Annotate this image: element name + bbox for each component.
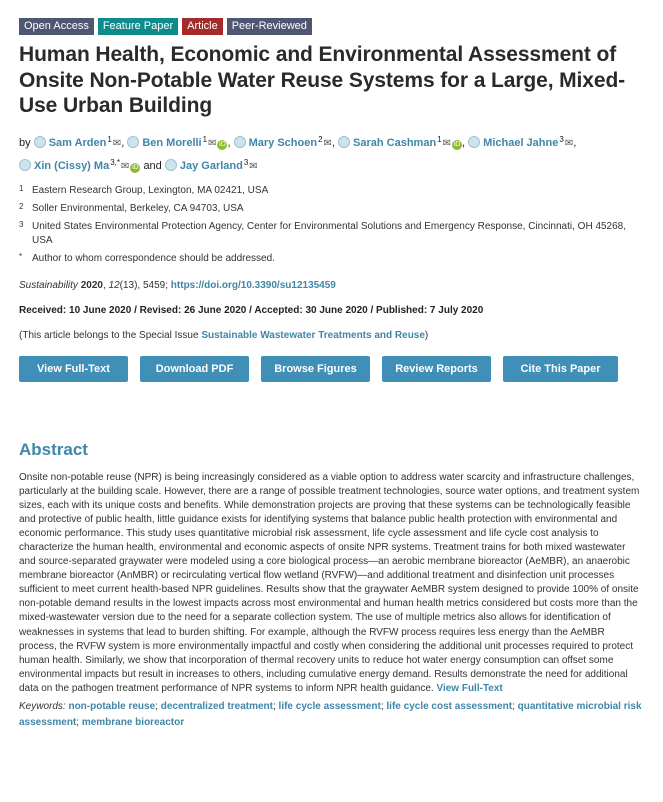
orcid-icon[interactable]: iD — [219, 140, 226, 148]
article-title: Human Health, Economic and Environmental Assessment of Onsite Non-Potable Water Reuse Systems for a Large, Mixed-Use Urban Building — [19, 43, 626, 117]
author-name[interactable]: Jay Garland — [179, 159, 243, 172]
envelope-icon[interactable]: ✉ — [208, 137, 217, 149]
author-affil-sup: 1 — [437, 134, 442, 144]
journal-name: Sustainability — [19, 279, 78, 291]
envelope-icon[interactable]: ✉ — [249, 160, 258, 172]
author-item: Mary Schoen$^2$✉, — [234, 137, 335, 149]
publication-dates: Received: 10 June 2020 / Revised: 26 June 2020 / Accepted: 30 June 2020 / Published: 7 July 2020 — [19, 304, 484, 316]
author-name[interactable]: Michael Jahne — [483, 136, 559, 149]
affiliation-item — [19, 202, 644, 216]
special-issue-link[interactable]: Sustainable Wastewater Treatments and Reuse — [201, 329, 425, 341]
keyword-link[interactable]: membrane bioreactor — [81, 717, 185, 728]
action-buttons — [19, 356, 644, 382]
badge-row — [19, 18, 644, 35]
citation-year: 2020 — [80, 279, 103, 291]
author-item: Ben Morelli$^1$✉ iD , — [127, 137, 230, 149]
abstract-body — [19, 471, 644, 697]
badge-article[interactable]: Article — [182, 18, 223, 35]
citation-volume: 12 — [108, 279, 120, 291]
author-avatar-icon — [468, 136, 480, 148]
author-item: Sarah Cashman$^1$✉ iD , — [338, 137, 465, 149]
review-reports-button[interactable]: Review Reports — [382, 356, 491, 382]
browse-figures-button[interactable]: Browse Figures — [261, 356, 370, 382]
affiliation-text: Author to whom correspondence should be addressed. — [32, 252, 275, 264]
author-name[interactable]: Xin (Cissy) Ma — [34, 159, 110, 172]
authors-by-label: by — [19, 136, 31, 149]
author-avatar-icon — [19, 159, 31, 171]
abstract-heading: Abstract — [19, 439, 88, 459]
author-affil-sup: 1 — [107, 134, 112, 144]
special-issue-suffix: ) — [424, 329, 429, 341]
author-name[interactable]: Sarah Cashman — [353, 136, 437, 149]
keywords-label: Keywords: — [19, 701, 66, 712]
author-item — [19, 157, 140, 172]
abstract-text: Onsite non-potable reuse (NPR) is being increasingly considered as a viable option to address water scarcity and infrastructure challenges, particularly at the building scale. However, there are a range of possible treatment technologies, source water options, and treatment system sizes, each with its unique costs and benefits. While demonstration projects are proving that these systems can be technologically feasible and protective of public health, little guidance exists for identifying systems that balance public health protection with environmental and economic performance. This study uses quantitative microbial risk assessment, life cycle assessment and life cycle cost analysis to characterize the human health, environmental and economic aspects of onsite NPR systems. Treatment trains for both mixed wastewater and source-separated graywater were modeled using a core biological process—an aerobic membrane bioreactor (AeMBR), an anaerobic membrane bioreactor (AnMBR) or recirculating vertical flow wetland (RVFW)—and additional treatment and disinfection unit processes sufficient to meet current health-based NPR guidelines. Results show that the graywater AeMBR system designed to provide 100% of onsite non-potable demand results in the lowest impacts across most environmental and human health metrics considered but costs more than the mixed-wastewater version due to the need for a separate collection system. The use of multiple metrics also allows for identification of weaknesses in systems that lead to burden shifting. For example, although the RVFW process requires less energy than the AeMBR process, the RVFW system is more environmentally impactful and costly when considering the additional unit processes required to protect human health. Similarly, we show that incorporation of thermal recovery units to reduce hot water energy consumption can offset some environmental impacts but result in increases to others, including cumulative energy demand. Results demonstrate the need for additional data on the pathogen treatment performance of NPR systems to inform NPR health guidance. — [19, 471, 640, 694]
view-full-text-button[interactable]: View Full-Text — [19, 356, 128, 382]
author-name[interactable]: Ben Morelli — [142, 136, 202, 149]
author-list — [19, 130, 644, 176]
badge-peer-reviewed[interactable]: Peer-Reviewed — [227, 18, 312, 35]
orcid-icon[interactable]: iD — [453, 140, 461, 148]
author-avatar-icon — [338, 136, 350, 148]
keywords-list: Keywords: non-potable reuse; decentralized treatment; life cycle assessment; life cycle cost assessment; quantitative microbial risk assessment; membrane bioreactor — [19, 701, 642, 728]
keyword-link[interactable]: decentralized treatment — [160, 701, 273, 712]
citation-line: Sustainability 2020, 12(13), 5459; https://doi.org/10.3390/su12135459 — [19, 279, 336, 291]
doi-link[interactable]: https://doi.org/10.3390/su12135459 — [170, 279, 336, 291]
envelope-icon[interactable]: ✉ — [323, 137, 332, 149]
author-avatar-icon — [165, 159, 177, 171]
affiliation-number: * — [19, 251, 23, 261]
keyword-link[interactable]: non-potable reuse — [68, 701, 156, 712]
affiliation-number: 2 — [19, 201, 24, 211]
author-affil-sup: 1 — [202, 134, 208, 144]
citation-issue-pages: (13), 5459; — [119, 279, 169, 291]
author-item: Michael Jahne$^3$✉, — [468, 137, 576, 149]
cite-this-paper-button[interactable]: Cite This Paper — [503, 356, 618, 382]
affiliation-item — [19, 220, 644, 248]
authors-and-label: and — [143, 159, 162, 172]
affiliation-number: 1 — [19, 183, 24, 193]
author-avatar-icon — [34, 136, 46, 148]
envelope-icon[interactable]: ✉ — [112, 137, 122, 149]
envelope-icon[interactable]: ✉ — [120, 160, 130, 172]
author-name[interactable]: Mary Schoen — [248, 136, 318, 149]
keyword-link[interactable]: life cycle assessment — [278, 701, 381, 712]
abstract-view-full-text-link[interactable]: View Full-Text — [436, 682, 503, 694]
envelope-icon[interactable]: ✉ — [442, 137, 452, 149]
envelope-icon[interactable]: ✉ — [564, 137, 574, 149]
author-name[interactable]: Sam Arden — [48, 136, 107, 149]
author-avatar-icon — [127, 136, 139, 148]
author-affil-sup: 3,* — [110, 157, 120, 167]
affiliation-item — [19, 252, 644, 266]
author-affil-sup: 3 — [559, 134, 564, 144]
author-affil-sup: 2 — [318, 134, 323, 144]
keyword-link[interactable]: quantitative microbial risk assessment — [19, 701, 642, 728]
affiliation-text: Eastern Research Group, Lexington, MA 02421, USA — [32, 184, 269, 196]
author-item: Sam Arden$^1$✉, — [34, 137, 125, 149]
affiliation-text: Soller Environmental, Berkeley, CA 94703, USA — [32, 202, 244, 214]
author-affil-sup: 3 — [243, 157, 249, 167]
affiliation-number: 3 — [19, 219, 24, 229]
author-item — [165, 157, 258, 172]
download-pdf-button[interactable]: Download PDF — [140, 356, 249, 382]
badge-open-access[interactable]: Open Access — [19, 18, 94, 35]
affiliation-item — [19, 184, 644, 198]
keyword-link[interactable]: life cycle cost assessment — [386, 701, 513, 712]
special-issue-note — [19, 330, 644, 341]
author-avatar-icon — [234, 136, 246, 148]
badge-feature-paper[interactable]: Feature Paper — [98, 18, 178, 35]
special-issue-prefix: (This article belongs to the Special Issue — [19, 329, 199, 341]
orcid-icon[interactable]: iD — [132, 163, 139, 171]
affiliation-text: United States Environmental Protection Agency, Center for Environmental Solutions and Emergency Response, Cincinnati, OH 45268, USA — [32, 220, 627, 246]
affiliation-list — [19, 184, 644, 266]
